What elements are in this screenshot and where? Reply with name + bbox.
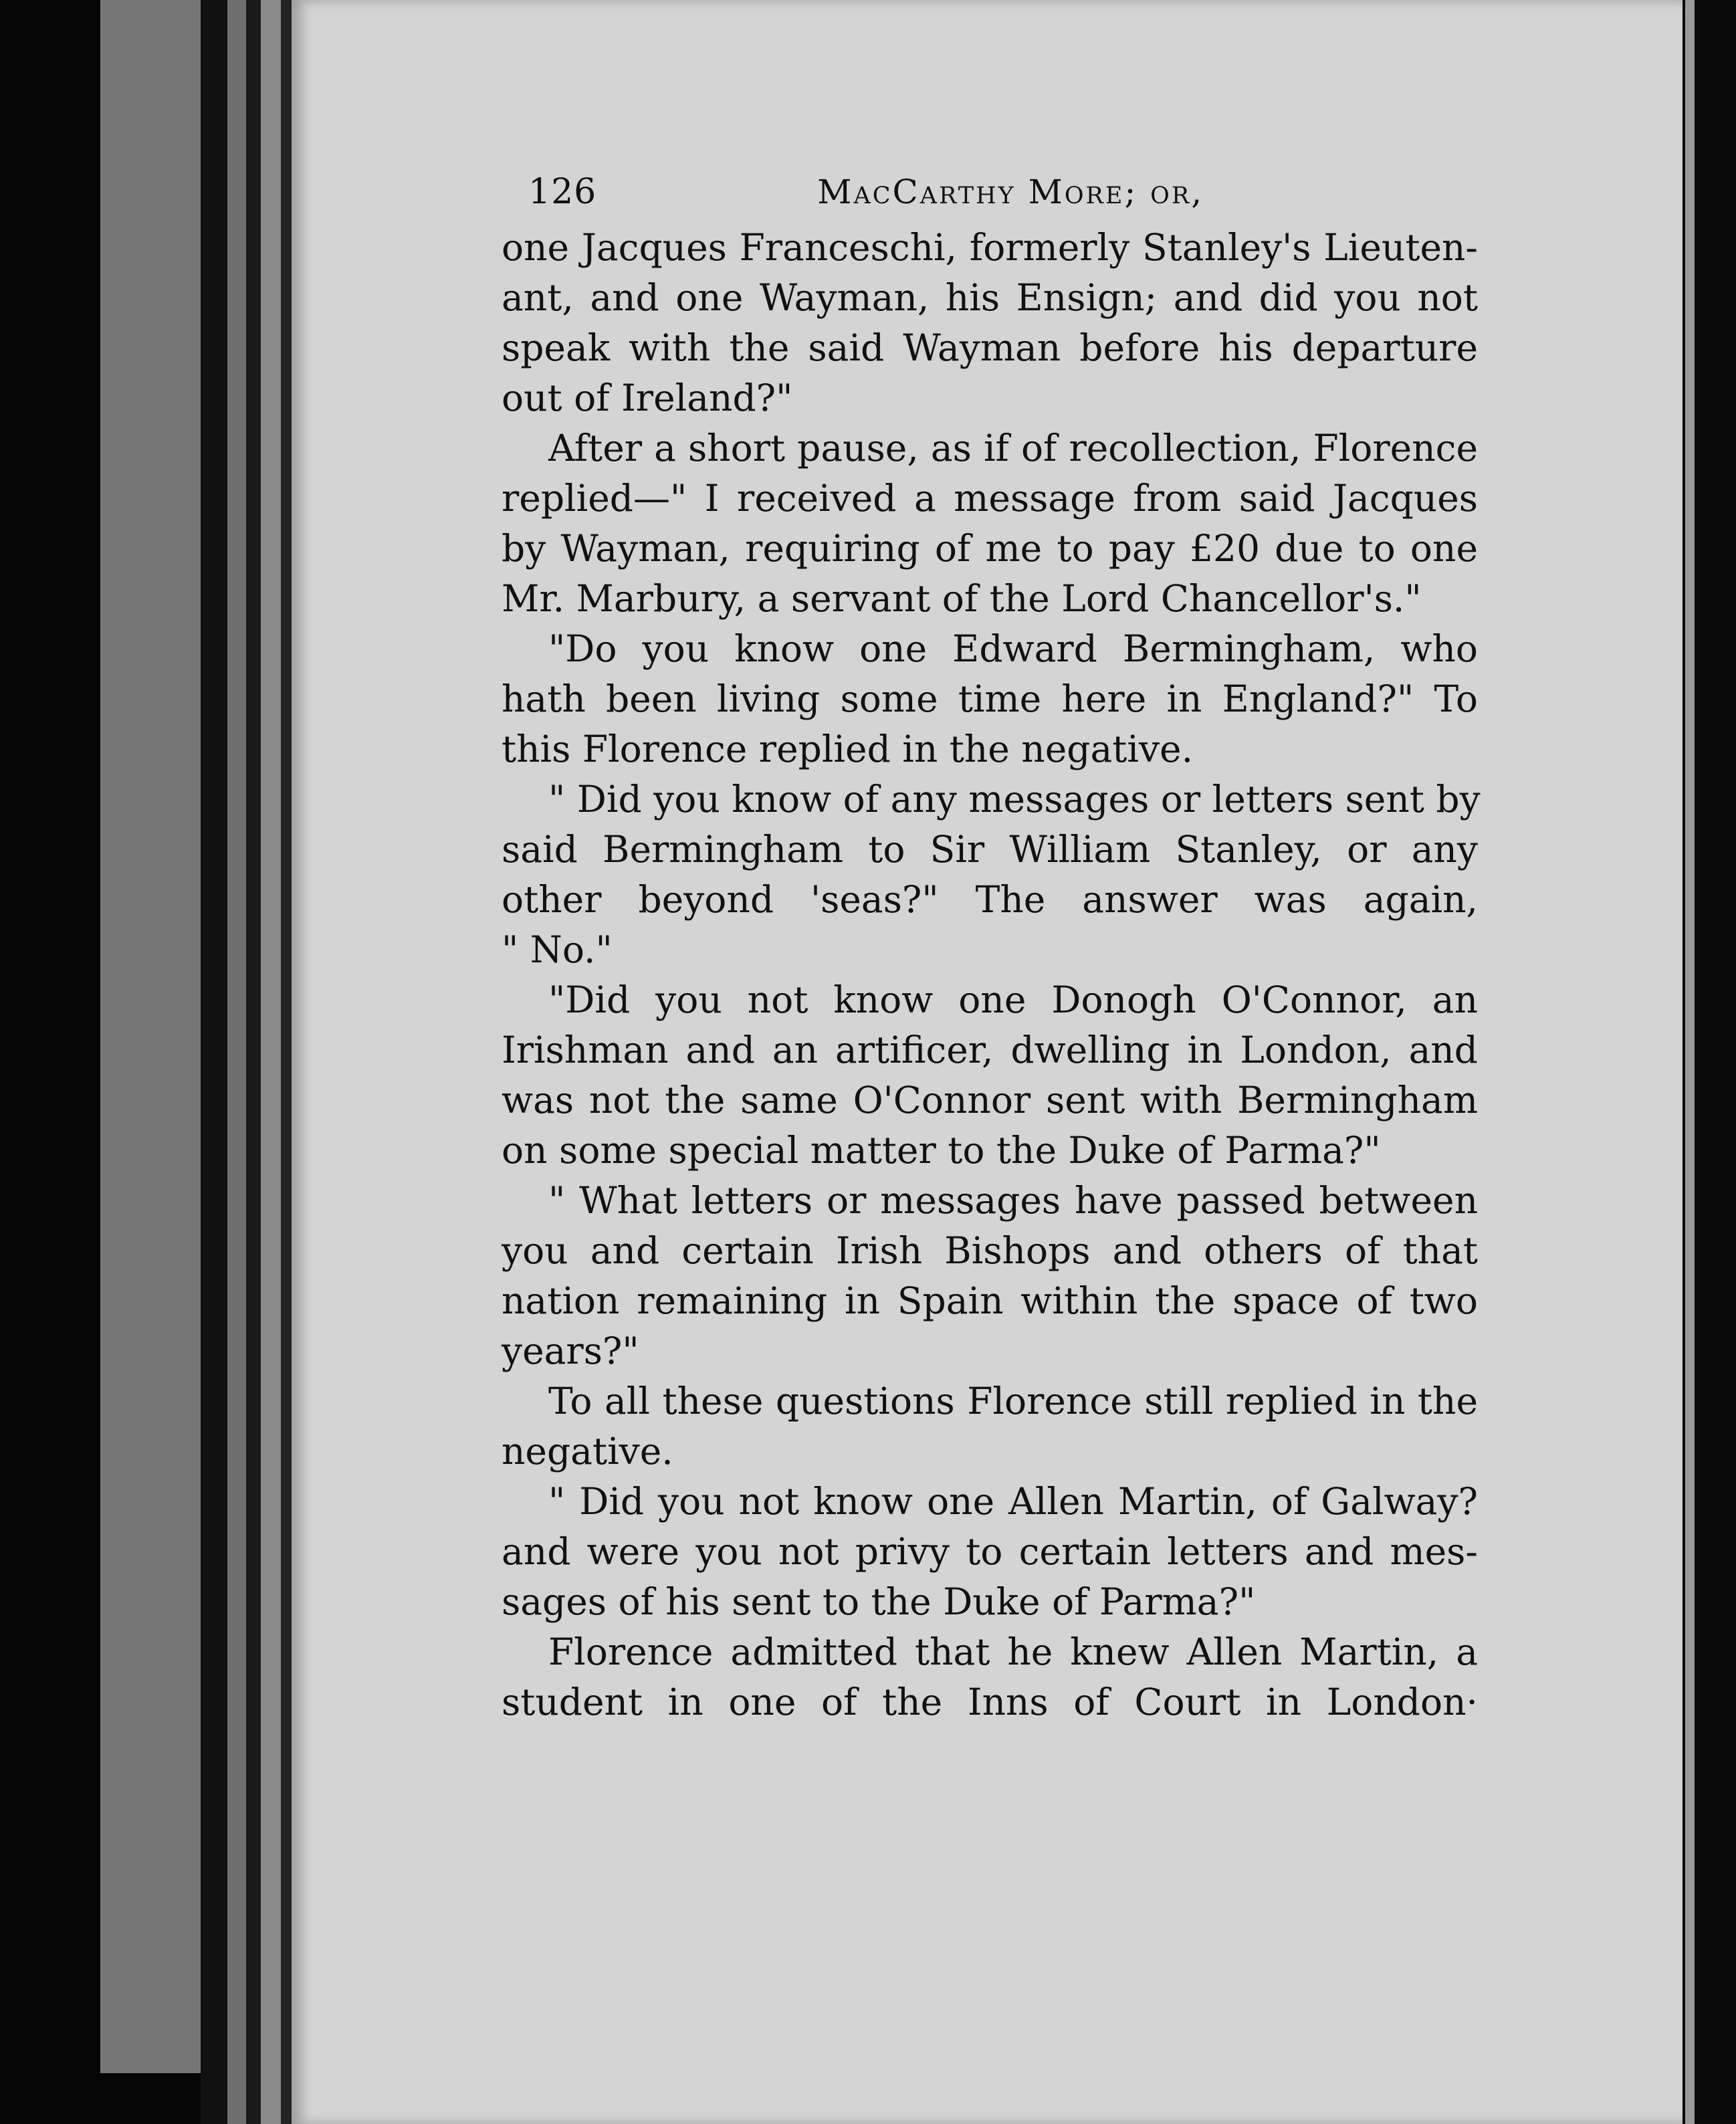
text-line: nation remaining in Spain within the space of two	[502, 1279, 1478, 1322]
page-stack-edge	[246, 0, 261, 2124]
text-line: one Jacques Franceschi, formerly Stanley's Lieuten-	[502, 226, 1478, 269]
text-line: " No."	[502, 928, 613, 971]
text-line: "Did you not know one Donogh O'Connor, an	[548, 978, 1478, 1021]
running-title: MacCarthy More; or,	[817, 173, 1204, 211]
text-line: To all these questions Florence still replied in the	[548, 1380, 1478, 1422]
text-line: you and certain Irish Bishops and others of that	[502, 1229, 1478, 1272]
text-line: Mr. Marbury, a servant of the Lord Chancellor's."	[502, 577, 1422, 620]
text-line: replied—" I received a message from said Jacques	[502, 477, 1478, 520]
text-line: "Do you know one Edward Bermingham, who	[548, 627, 1478, 670]
page-number: 126	[528, 172, 597, 212]
text-line: hath been living some time here in England?" To	[502, 677, 1478, 720]
text-line: out of Ireland?"	[502, 377, 793, 419]
text-line: student in one of the Inns of Court in London·	[502, 1681, 1478, 1723]
text-line: Irishman and an artificer, dwelling in London, and	[502, 1029, 1478, 1071]
text-line: " Did you know of any messages or letters sent by	[548, 778, 1481, 821]
text-line: by Wayman, requiring of me to pay £20 due to one	[502, 527, 1478, 570]
running-header	[528, 167, 1478, 217]
right-page-fold	[1685, 0, 1695, 2124]
text-line: said Bermingham to Sir William Stanley, or any	[502, 828, 1478, 871]
text-line: " Did you not know one Allen Martin, of Galway?	[548, 1480, 1478, 1523]
page-text	[502, 167, 1481, 1727]
text-line: this Florence replied in the negative.	[502, 728, 1194, 770]
text-line: negative.	[502, 1430, 673, 1473]
text-line: " What letters or messages have passed between	[548, 1179, 1478, 1222]
page-stack-edge	[201, 0, 227, 2124]
text-line: speak with the said Wayman before his departure	[502, 326, 1478, 369]
text-line: Florence admitted that he knew Allen Martin, a	[548, 1630, 1478, 1673]
text-line: was not the same O'Connor sent with Bermingham	[502, 1079, 1478, 1122]
text-line: ant, and one Wayman, his Ensign; and did you not	[502, 276, 1478, 319]
text-line: other beyond 'seas?" The answer was again,	[502, 878, 1478, 921]
page-stack-edge	[281, 0, 292, 2124]
page-stack-edge	[100, 0, 201, 2073]
page-stack-edge	[261, 0, 281, 2124]
text-line: sages of his sent to the Duke of Parma?"	[502, 1580, 1256, 1623]
page-stack-edge	[227, 0, 246, 2124]
text-line: years?"	[502, 1330, 639, 1372]
text-line: After a short pause, as if of recollection, Florence	[548, 427, 1478, 469]
text-line: and were you not privy to certain letters and mes-	[502, 1530, 1478, 1573]
text-line: on some special matter to the Duke of Parma?"	[502, 1129, 1381, 1172]
